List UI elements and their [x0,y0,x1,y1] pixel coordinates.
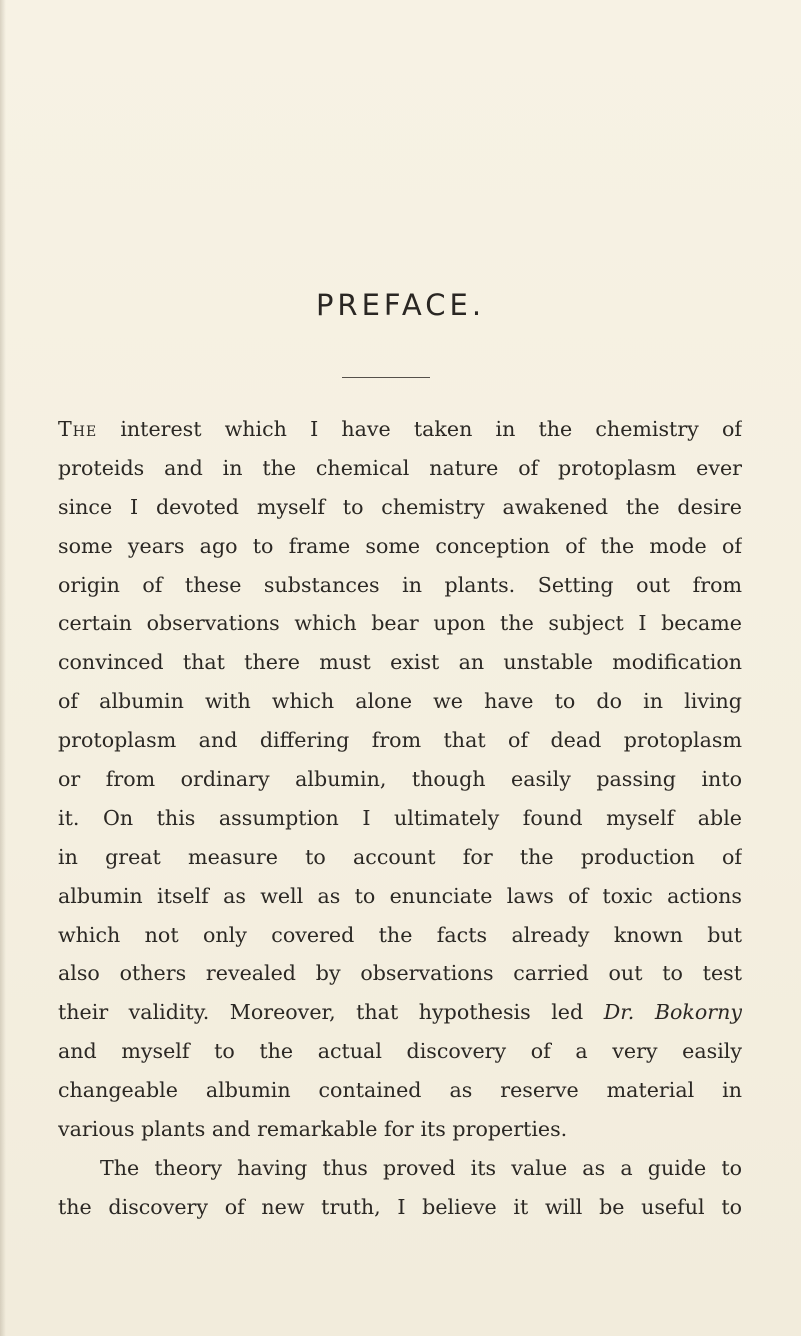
text-line: certain observations which bear upon the subject I became [58,611,742,636]
text-line: The theory having thus proved its value as a guide to [100,1155,742,1180]
text-line: it. On this assumption I ultimately found myself able [58,805,742,830]
body-text [58,410,742,1227]
text-line: some years ago to frame some conception of the mode of [58,533,742,558]
author-name: Dr. Bokorny [603,1000,742,1025]
text-line: changeable albumin contained as reserve material in [58,1078,742,1103]
text-line: which not only covered the facts already known but [58,922,742,947]
title-divider [342,377,430,378]
text-line: the discovery of new truth, I believe it will be useful to [58,1194,742,1219]
text-line: in great measure to account for the production of [58,844,742,869]
text-line: since I devoted myself to chemistry awakened the desire [58,494,742,519]
text-line: convinced that there must exist an unstable modification [58,650,742,675]
text-line: or from ordinary albumin, though easily passing into [58,767,742,792]
text-line: and myself to the actual discovery of a very easily [58,1039,742,1064]
page-title: PREFACE. [315,288,486,322]
small-caps-lead: The [58,417,98,441]
text-line: various plants and remarkable for its properties. [58,1117,568,1142]
page-edge-shadow [0,0,6,1336]
text-line: The interest which I have taken in the chemistry of [58,417,742,441]
text-line: protoplasm and differing from that of dead protoplasm [58,728,742,753]
text-line: albumin itself as well as to enunciate laws of toxic actions [58,883,742,908]
text-line: of albumin with which alone we have to do in living [58,689,742,714]
text-line: their validity. Moreover, that hypothesis led Dr. Bokorny [58,1000,742,1025]
text-line: origin of these substances in plants. Setting out from [58,572,742,597]
text-line: also others revealed by observations carried out to test [58,961,742,986]
text-line: proteids and in the chemical nature of protoplasm ever [58,455,742,480]
